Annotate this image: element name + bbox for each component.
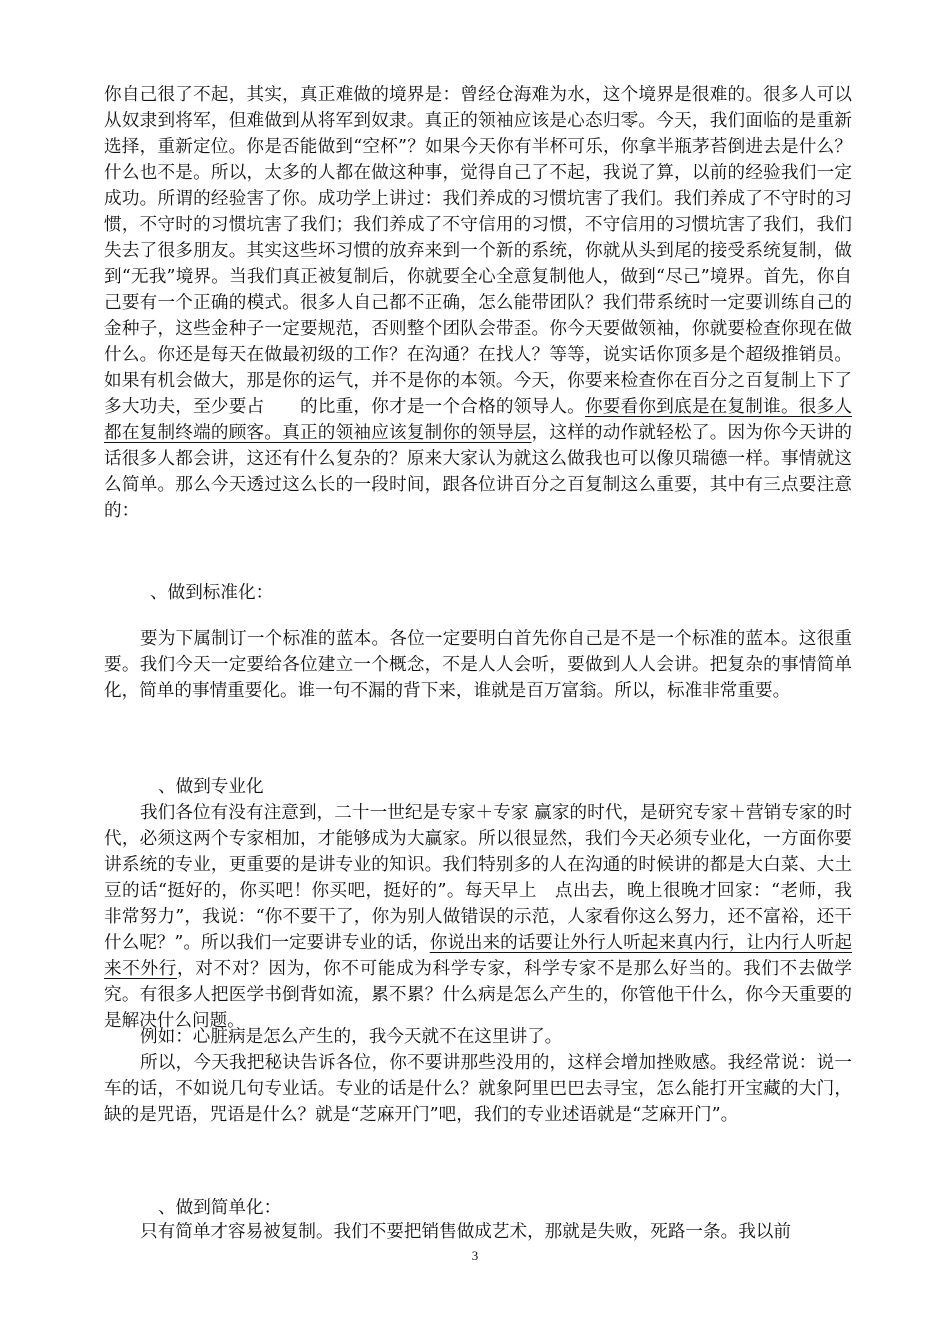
underlined-text: 你要看你到底是在复制谁。很多人都在复制终端的顾客。真正的领袖应该复制你的领导层 <box>104 397 852 443</box>
paragraph-example: 例如：心脏病是怎么产生的，我今天就不在这里讲了。 <box>140 1027 563 1047</box>
paragraph-professionalization <box>104 800 852 1034</box>
section-heading-simplification: 、做到简单化： <box>158 1198 282 1218</box>
paragraph-simplification: 只有简单才容易被复制。我们不要把销售做成艺术，那就是失败，死路一条。我以前 <box>140 1222 791 1242</box>
paragraph-text: 我们各位有没有注意到，二十一世纪是专家＋专家 赢家的时代，是研究专家＋营销专家的时代，必须这两个专家相加，才能够成为大赢家。所以很显然，我们今天必须专业化，一方面你要讲系统的专业，更重要的是讲专业的知识。我们特别多的人在沟通的时候讲的都是大白菜、大土豆的话“挺好的，你买吧！你买吧，挺好的”。每天早上 点出去，晚上很晚才回家：“老师，我非常努力”，我说：“你不要干了，你为别人做错误的示范，人家看你这么努力，还不富裕，还干什么呢？”。所以我们一定要讲专业的话， <box>104 803 852 953</box>
paragraph-text: 你自己很了不起，其实，真正难做的境界是：曾经仓海难为水，这个境界是很难的。很多人可以从奴隶到将军，但难做到从将军到奴隶。真正的领袖应该是心态归零。今天，我们面临的是重新选择，重新定位。你是否能做到“空杯”？如果今天你有半杯可乐，你拿半瓶茅苔倒进去是什么？什么也不是。所以，太多的人都在做这种事，觉得自己了不起，我说了算，以前的经验我们一定成功。所谓的经验害了你。成功学上讲过：我们养成的习惯坑害了我们。我们养成了不守时的习惯，不守时的习惯坑害了我们；我们养成了不守信用的习惯，不守信用的习惯坑害了我们，我们失去了很多朋友。其实这些坏习惯的放弃来到一个新的系统，你就从头到尾的接受系统复制，做到“无我”境界。当我们真正被复制后，你就要全心全意复制他人，做到“尽己”境界。首先，你自己要有一个正确的模式。很多人自己都不正确，怎么能带团队？我们带系统时一定要训练自己的金种子，这些金种子一定要规范，否则整个团队会带歪。你今天要做领袖，你就要检查你现在做什么。你还是每天在做最初级的工作？在沟通？在找人？等等，说实话你顶多是个超级推销员。如果有机会做大，那是你的运气，并不是你的本领。今天，你要来检查你在百分之百复制上下了多大功夫，至少要占 的比重，你才是一个合格的领导人。 <box>104 85 852 417</box>
section-heading-standardization: 、做到标准化： <box>150 583 274 603</box>
section-heading-professionalization: 、做到专业化 <box>158 777 264 797</box>
paragraph-intro <box>104 82 852 524</box>
page-number: 3 <box>471 1248 479 1263</box>
paragraph-text: ，这样的动作就轻松了。因为你今天讲的话很多人都会讲，这还有什么复杂的？原来大家认为就这么做我也可以像贝瑞德一样。事情就这么简单。那么今天透过这么长的一段时间，跟各位讲百分之百复制这么重要，其中有三点要注意的： <box>104 423 852 521</box>
paragraph-secret: 所以，今天我把秘诀告诉各位，你不要讲那些没用的，这样会增加挫败感。我经常说：说一车的话，不如说几句专业话。专业的话是什么？就象阿里巴巴去寻宝，怎么能打开宝藏的大门，缺的是咒语，咒语是什么？就是“芝麻开门”吧，我们的专业述语就是“芝麻开门”。 <box>104 1053 852 1125</box>
paragraph-standardization: 要为下属制订一个标准的蓝本。各位一定要明白首先你自己是不是一个标准的蓝本。这很重要。我们今天一定要给各位建立一个概念，不是人人会听，要做到人人会讲。把复杂的事情简单化，简单的事情重要化。谁一句不漏的背下来，谁就是百万富翁。所以，标准非常重要。 <box>104 629 852 701</box>
paragraph-text: ，对不对？因为，你不可能成为科学专家，科学专家不是那么好当的。我们不去做学究。有很多人把医学书倒背如流，累不累？什么病是怎么产生的，你管他干什么，你今天重要的是解决什么问题。 <box>104 959 852 1031</box>
underlined-text: 你说出来的话要让外行人听起来真内行，让内行人听起来不外行 <box>104 933 852 979</box>
